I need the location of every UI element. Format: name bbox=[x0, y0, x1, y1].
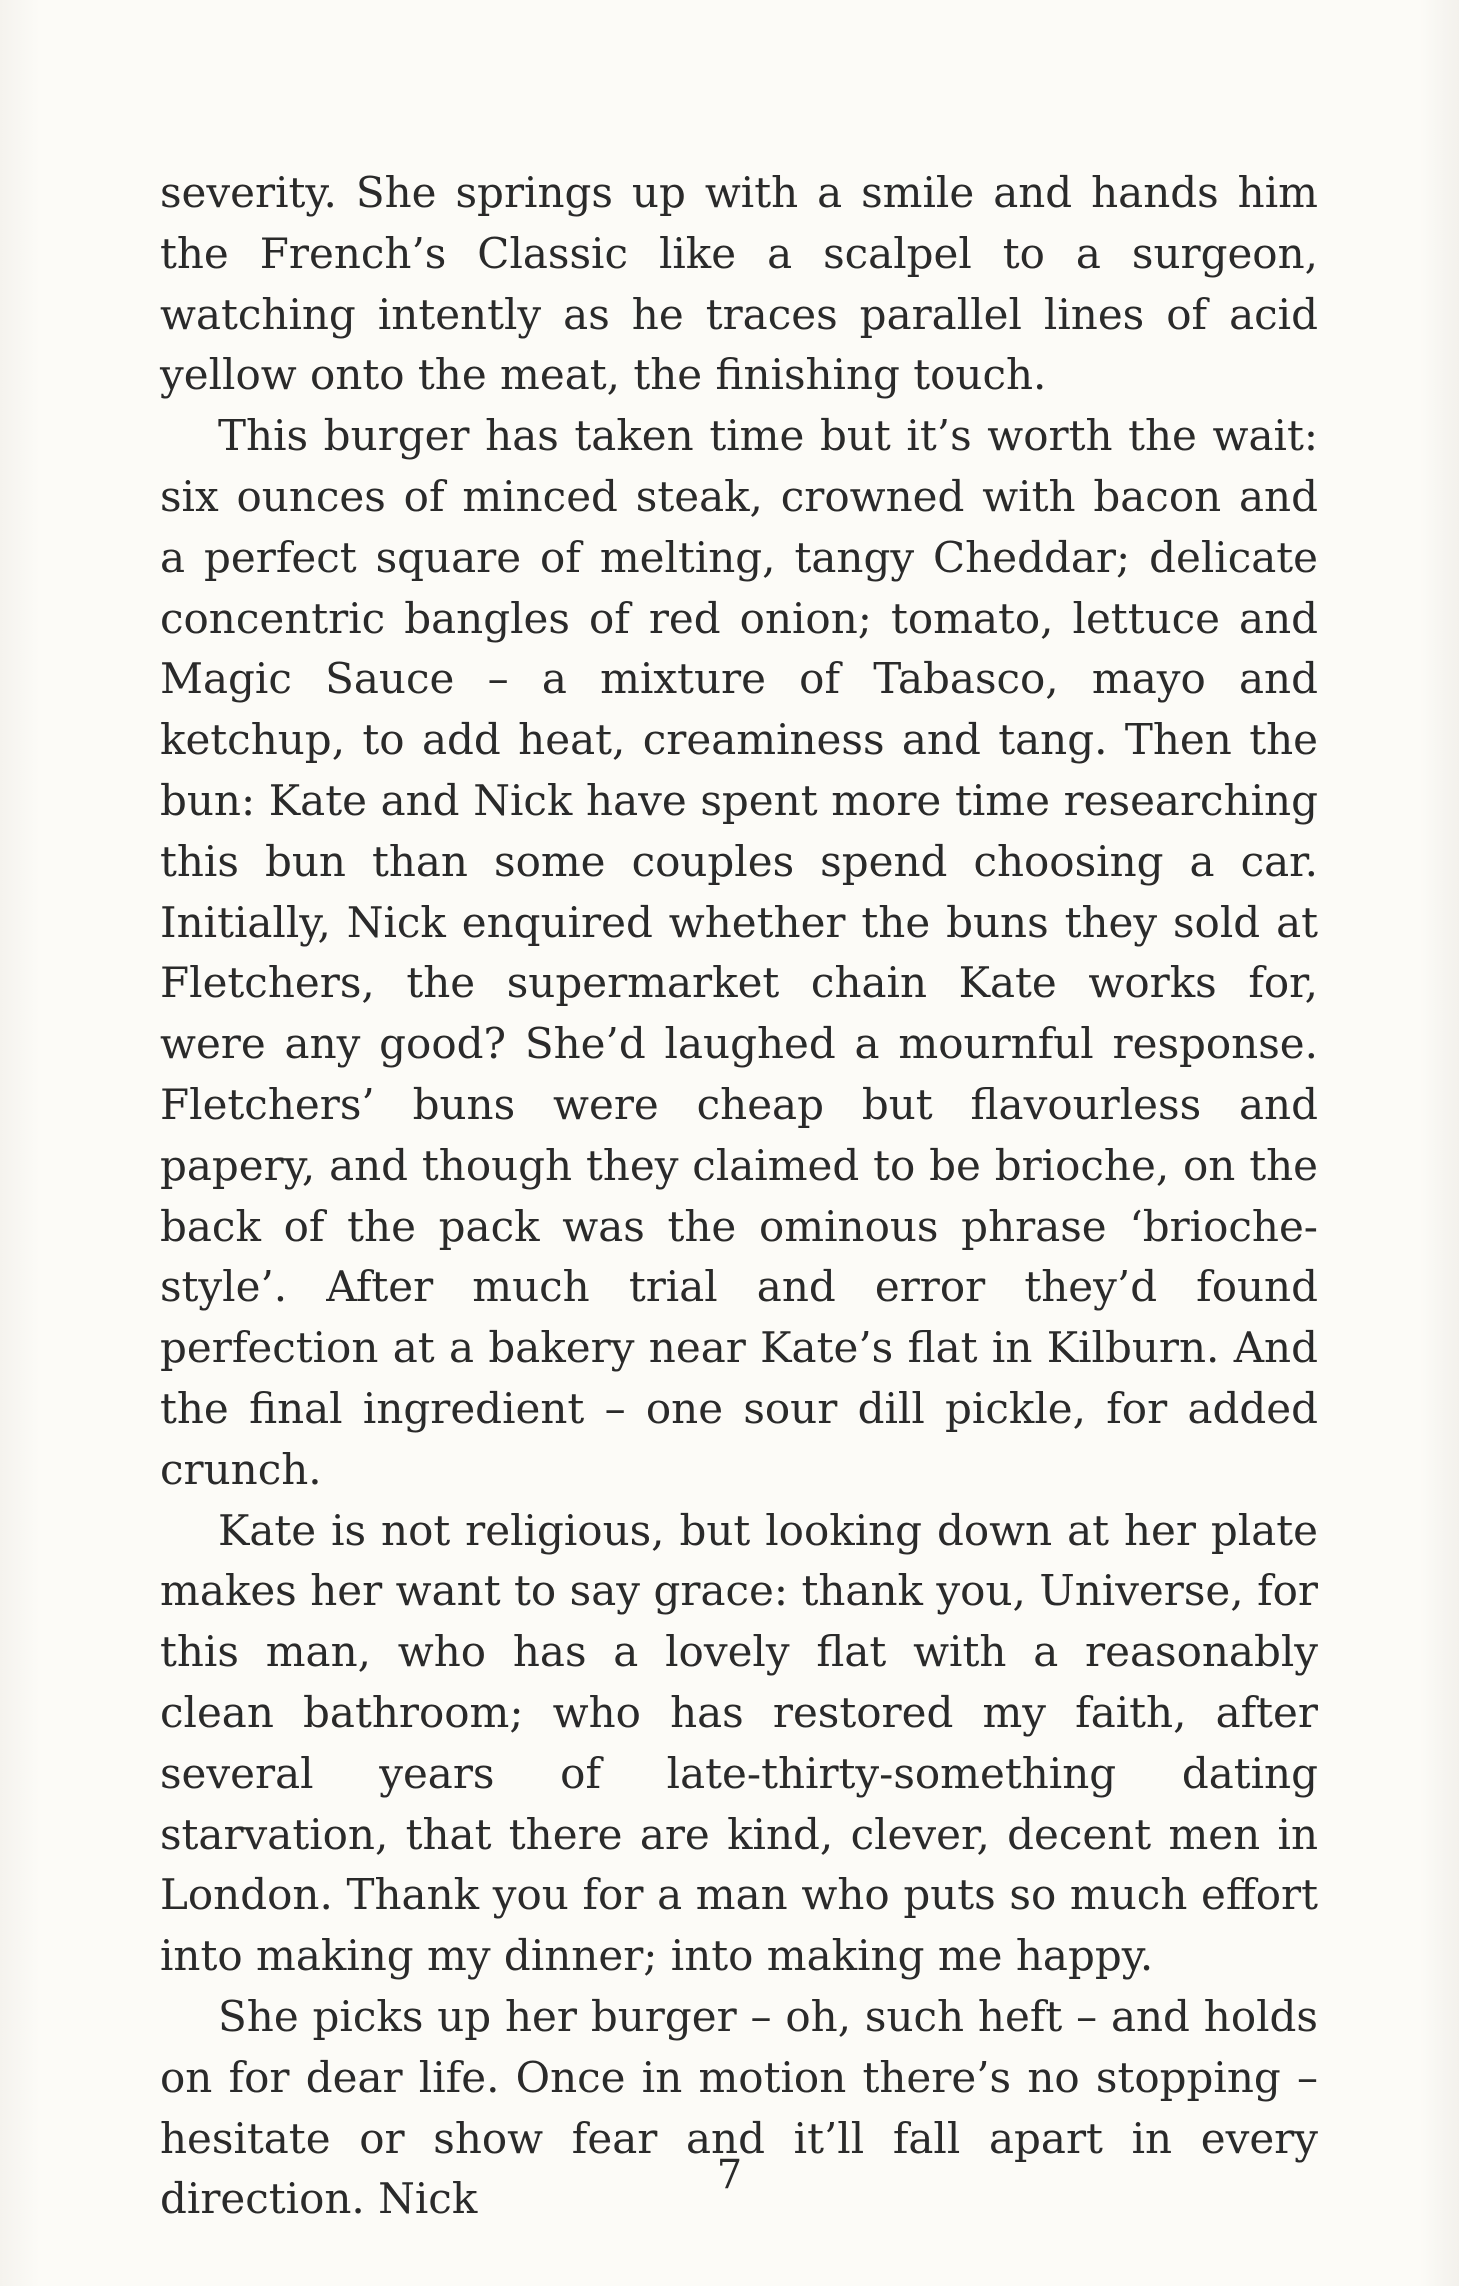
page-number: 7 bbox=[716, 2152, 743, 2198]
paragraph-picks-up: She picks up her burger – oh, such heft – and holds on for dear life. Once in motion there’s no stopping – hesitate or show fear and it’ll fall apart in every direction. Nick bbox=[160, 1991, 1318, 2224]
paragraph-continued: severity. She springs up with a smile and hands him the French’s Classic like a scalpel to a surgeon, watching intently as he traces parallel lines of acid yellow onto the meat, the finishing touch. bbox=[160, 168, 1318, 400]
paragraph-grace: Kate is not religious, but looking down at her plate makes her want to say grace: thank you, Universe, for this man, who has a lovely flat with a reasonably clean bathroom; who has restored my faith, after several years of late-thirty-something dating starvation, that there are kind, clever, decent men in London. Thank you for a man who puts so much effort into making my dinner; into making me happy. bbox=[160, 1505, 1318, 1981]
paragraph-burger: This burger has taken time but it’s worth the wait: six ounces of minced steak, crowned with bacon and a perfect square of melting, tangy Cheddar; delicate concentric bangles of red onion; tomato, lettuce and Magic Sauce – a mixture of Tabasco, mayo and ketchup, to add heat, creaminess and tang. Then the bun: Kate and Nick have spent more time researching this bun than some couples spend choosing a car. Initially, Nick enquired whether the buns they sold at Fletchers, the supermarket chain Kate works for, were any good? She’d laughed a mournful response. Fletchers’ buns were cheap but flavourless and papery, and though they claimed to be brioche, on the back of the pack was the ominous phrase ‘brioche-style’. After much trial and error they’d found perfection at a bakery near Kate’s flat in Kilburn. And the final ingredient – one sour dill pickle, for added crunch. bbox=[160, 411, 1318, 1494]
body-text bbox=[160, 163, 1318, 2230]
